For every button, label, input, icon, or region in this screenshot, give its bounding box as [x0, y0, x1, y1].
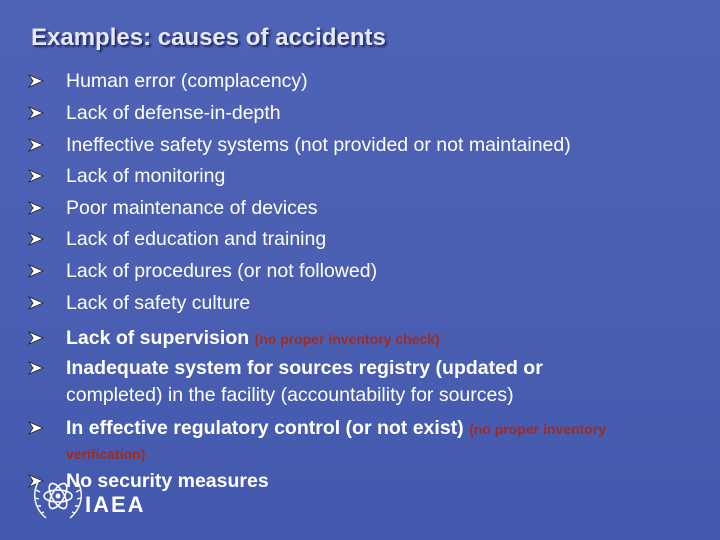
arrow-bullet-icon [28, 361, 44, 375]
bullet-text: Poor maintenance of devices [66, 197, 318, 219]
slide-title: Examples: causes of accidents [31, 24, 386, 51]
arrow-bullet-icon [28, 232, 44, 246]
arrow-bullet-icon [28, 296, 44, 310]
bullet-text: Lack of monitoring [66, 165, 226, 187]
bullet-text: Ineffective safety systems (not provided or not maintained) [66, 134, 571, 156]
arrow-bullet-icon [28, 421, 44, 435]
arrow-bullet-icon [28, 106, 44, 120]
arrow-bullet-icon [28, 74, 44, 88]
bullet-note-line2: verification) [66, 446, 146, 462]
bullet-text-with-note [66, 415, 606, 442]
arrow-bullet-icon [28, 264, 44, 278]
bullet-text-line1: Inadequate system for sources registry (updated or [66, 357, 543, 379]
bullet-text: Lack of defense-in-depth [66, 102, 281, 124]
bullet-text: Lack of procedures (or not followed) [66, 260, 378, 282]
arrow-bullet-icon [28, 138, 44, 152]
bullet-text-with-note [66, 325, 440, 352]
bullet-text: Lack of supervision [66, 327, 250, 349]
bullet-note: (no proper inventory [469, 421, 606, 437]
bullet-text: Human error (complacency) [66, 70, 308, 92]
iaea-logo-text: IAEA [85, 492, 146, 517]
bullet-text-line2: completed) in the facility (accountability for sources) [66, 384, 514, 406]
arrow-bullet-icon [28, 169, 44, 183]
arrow-bullet-icon [28, 201, 44, 215]
bullet-text: In effective regulatory control (or not exist) [66, 417, 464, 439]
bullet-text: No security measures [66, 470, 269, 492]
bullet-text: Lack of education and training [66, 228, 327, 250]
iaea-emblem-icon [28, 472, 88, 524]
arrow-bullet-icon [28, 331, 44, 345]
bullet-note: (no proper inventory check) [254, 331, 440, 347]
bullet-text: Lack of safety culture [66, 292, 251, 314]
